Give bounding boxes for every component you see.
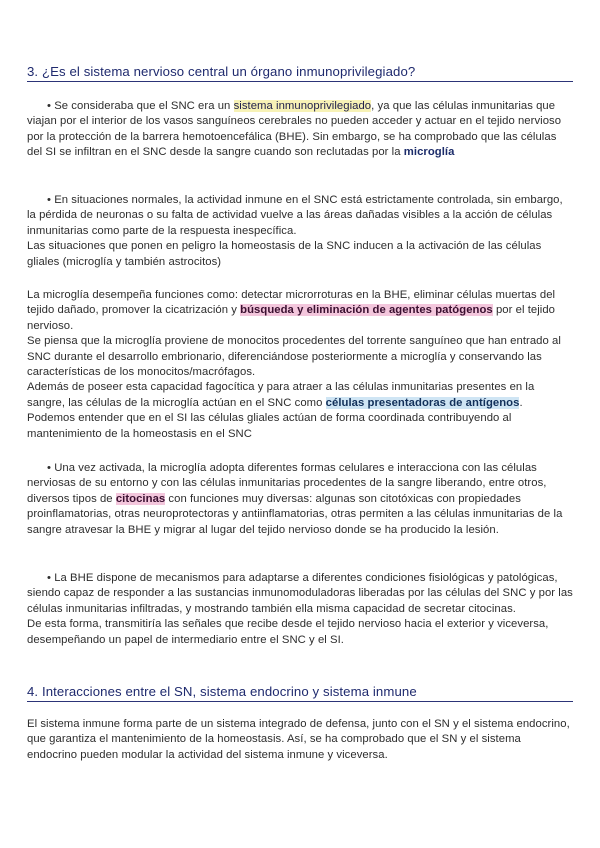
text-run: • Una vez activada, la microglía adopta diferentes formas celulares e interacciona con las células nerviosas de su entorno y con las células inmunitarias procedentes de la sangre liberando, entre otros, diversos tipos de: [27, 462, 547, 505]
text-run: . Podemos entender que en el SI las células gliales actúan de forma coordinada contribuyendo al mantenimiento de la homeostasis en el SNC: [27, 396, 523, 440]
section-4-paragraph-1: [27, 717, 573, 763]
section-3-paragraph-5: [27, 571, 573, 648]
text-run: • Se consideraba que el SNC era un: [47, 100, 234, 112]
highlight-celulas-presentadoras: células presentadoras de antígenos: [325, 396, 520, 409]
text-run: , ya que las células inmunitarias que viajan por el interior de los vasos sanguíneos cerebrales no pueden acceder y actuar en el tejido nervioso por la protección de la barrera hemotoencefálica (BHE). Sin embargo, se ha comprobado que las células del SI se infiltran en el SNC desde la sangre cuando son reclutadas por la: [27, 100, 562, 159]
section-3-paragraph-4: [27, 461, 573, 538]
section-3-paragraph-1: [27, 99, 573, 161]
highlight-inmunoprivilegiado: sistema inmunoprivilegiado: [233, 100, 372, 112]
text-run: Las situaciones que ponen en peligro la homeostasis de la SNC inducen a la activación de las células gliales (microglía y también astrocitos): [27, 240, 542, 268]
text-run: • En situaciones normales, la actividad inmune en el SNC está estrictamente controlada, sin embargo, la pérdida de neuronas o su falta de actividad vuelve a las áreas dañadas visibles a la acción de células inmunitarias como parte de la respuesta inespecífica.: [27, 194, 563, 237]
highlight-agentes-patogenos: búsqueda y eliminación de agentes patógenos: [240, 304, 493, 317]
section-3-paragraph-3: [27, 288, 573, 442]
text-run: El sistema inmune forma parte de un sistema integrado de defensa, junto con el SN y el sistema endocrino, que garantiza el mantenimiento de la homeostasis. Así, se ha comprobado que el SN y el sistema endocrino pueden modular la actividad del sistema inmune y viceversa.: [27, 718, 570, 761]
section-3-paragraph-2: [27, 193, 573, 270]
text-run: Se piensa que la microglía proviene de monocitos procedentes del torrente sanguíneo que han entrado al SNC durante el desarrollo embrionario, diferenciándose posteriormente a microglía y conservando las características de los monocitos/macrófagos.: [27, 335, 561, 379]
text-run: Además de poseer esta capacidad fagocítica y para atraer a las células inmunitarias presentes en la sangre, las células de la microglía actúan en el SNC como: [27, 381, 535, 409]
section-4-heading: 4. Interacciones entre el SN, sistema endocrino y sistema inmune: [27, 684, 573, 702]
text-run: • La BHE dispone de mecanismos para adaptarse a diferentes condiciones fisiológicas y patológicas, siendo capaz de responder a las sustancias inmunomoduladoras liberadas por las células del SNC y por las células inmunitarias infiltradas, y mostrando también ella misma capacidad de secretar citocinas.: [27, 572, 573, 615]
text-run: con funciones muy diversas: algunas son citotóxicas con propiedades proinflamatorias, otras neuroprotectoras y antiinflamatorias, otras permiten a las células inmunitarias de la sangre atravesar la BHE y migrar al lugar del tejido nervioso donde se ha producido la lesión.: [27, 492, 563, 536]
text-run: La microglía desempeña funciones como: detectar microrroturas en la BHE, eliminar células muertas del tejido dañado, promover la cicatrización y: [27, 289, 556, 317]
text-run: De esta forma, transmitiría las señales que recibe desde el tejido nervioso hacia el exterior y viceversa, desempeñando un papel de intermediario entre el SNC y el SI.: [27, 618, 549, 646]
highlight-microglia: microglía: [403, 146, 455, 159]
section-3-heading: 3. ¿Es el sistema nervioso central un órgano inmunoprivilegiado?: [27, 64, 573, 82]
highlight-citocinas: citocinas: [115, 492, 166, 505]
text-run: por el tejido nervioso.: [27, 304, 556, 332]
